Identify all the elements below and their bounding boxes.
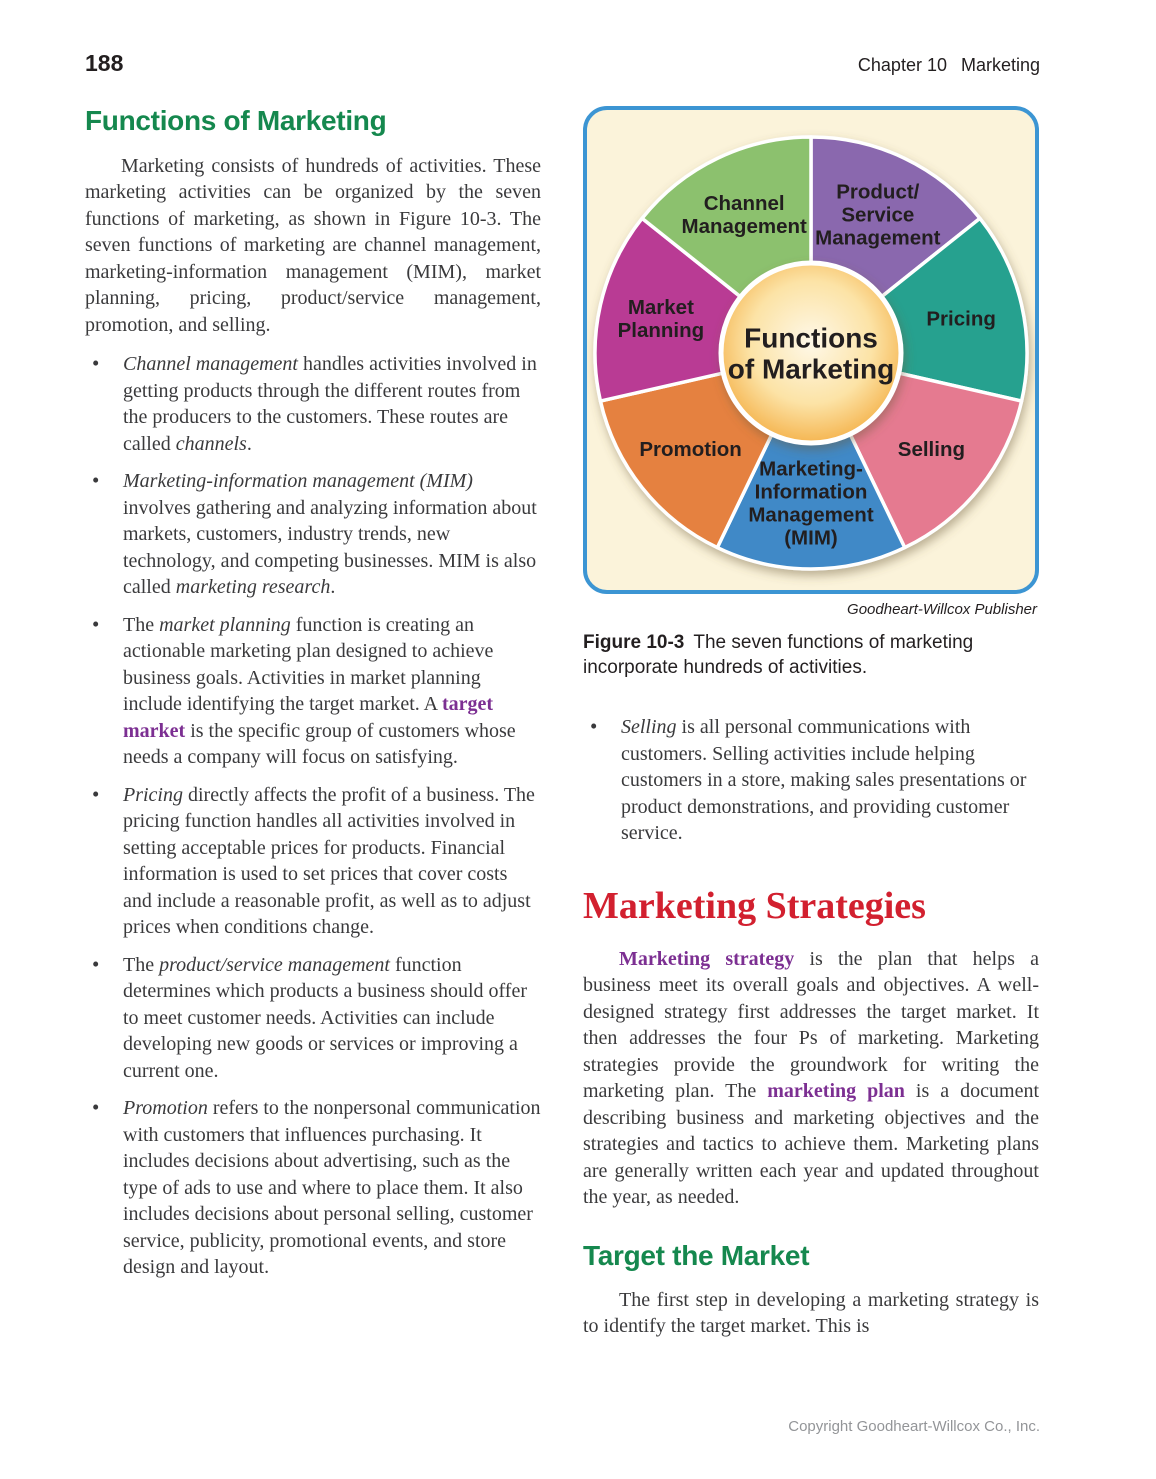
- bullet-market-planning: [85, 612, 541, 771]
- bullet-selling: [583, 714, 1039, 847]
- figure-caption-label: Figure 10-3: [583, 632, 685, 653]
- text-segment: channels: [175, 432, 247, 455]
- text-segment: marketing plan: [767, 1080, 905, 1103]
- target-the-market-paragraph: [583, 1287, 1039, 1340]
- wheel-center-label: Functions: [744, 322, 878, 354]
- selling-bullet-list: [583, 714, 1039, 847]
- text-segment: Marketing consists of hundreds of activities. These marketing activities can be organized by the seven functions of marketing, as shown in Figure 10-3. The seven functions of marketing are channel management, marketing-information management (MIM), market planning, pricing, product/service management, promotion, and selling.: [85, 154, 541, 336]
- copyright-footer: Copyright Goodheart-Willcox Co., Inc.: [788, 1418, 1040, 1435]
- wheel-label-marketing-information-management: Information: [754, 480, 868, 504]
- wheel-label-marketing-information-management: Marketing-: [759, 457, 863, 481]
- marketing-strategies-paragraph: [583, 946, 1039, 1211]
- section-heading-target-the-market: Target the Market: [583, 1239, 810, 1271]
- text-segment: .: [246, 432, 252, 455]
- wheel-label-marketing-information-management: Management: [748, 503, 874, 527]
- text-segment: is the plan that helps a business meet its overall goals and objectives. A well-designed strategy first addresses the target market. It then addresses the four Ps of marketing. Marketing strategies provide the groundwork for writing the marketing plan. The: [583, 947, 1039, 1103]
- text-segment: The: [123, 613, 160, 636]
- text-segment: involves gathering and analyzing information about markets, customers, industry trends, new technology, and competing businesses. MIM is also called: [123, 496, 537, 599]
- intro-paragraph: [85, 153, 541, 339]
- two-column-layout: [85, 106, 1041, 1340]
- bullet-product-service-management: [85, 952, 541, 1085]
- left-column: [85, 106, 541, 1340]
- text-segment: function is creating an actionable marketing plan designed to achieve business goals. Activities in market planning include identifying the target market. A: [123, 613, 494, 716]
- wheel-label-market-planning: Planning: [617, 319, 705, 343]
- text-segment: product/service management: [159, 953, 390, 976]
- running-head: [858, 55, 1040, 76]
- bullet-pricing: [85, 782, 541, 941]
- bullet-promotion: [85, 1095, 541, 1281]
- figure-credit: Goodheart-Willcox Publisher: [847, 601, 1037, 618]
- text-segment: market planning: [159, 613, 291, 636]
- text-segment: is a document describing business and marketing objectives and the strategies and tactics to achieve them. Marketing plans are generally written each year and updated throughout the year, as needed.: [583, 1080, 1040, 1209]
- wheel-label-market-planning: Market: [627, 296, 694, 320]
- functions-bullet-list: [85, 351, 541, 1281]
- wheel-label-selling: Selling: [897, 438, 966, 461]
- text-segment: Marketing-information management (MIM): [123, 470, 473, 493]
- text-segment: Promotion: [123, 1097, 208, 1120]
- wheel-label-product-service-management: Service: [841, 203, 915, 227]
- text-segment: The first step in developing a marketing strategy is to identify the target market. This is: [583, 1288, 1039, 1338]
- figure-10-3-panel: [583, 106, 1039, 594]
- running-head-title: Marketing: [960, 55, 1040, 75]
- text-segment: directly affects the profit of a business. The pricing function handles all activities involved in setting acceptable prices for products. Financial information is used to set prices that cover costs and include a reasonable profit, as well as to adjust prices when conditions change.: [123, 783, 535, 939]
- figure-caption: [583, 631, 1039, 680]
- wheel-label-product-service-management: Management: [815, 226, 941, 250]
- text-segment: The: [123, 953, 160, 976]
- text-segment: handles activities involved in getting products through the different routes from the producers to the customers. These routes are called: [123, 353, 537, 455]
- wheel-label-promotion: Promotion: [639, 438, 742, 461]
- text-segment: Selling: [621, 716, 677, 739]
- wheel-label-channel-management: Management: [681, 214, 807, 238]
- text-segment: target market: [123, 693, 494, 742]
- wheel-label-channel-management: Channel: [703, 191, 785, 215]
- page-number: 188: [85, 50, 124, 76]
- wheel-label-marketing-information-management: (MIM): [784, 526, 838, 550]
- wheel-label-pricing: Pricing: [926, 307, 996, 331]
- page-header: [85, 50, 1040, 77]
- text-segment: Marketing strategy: [619, 947, 795, 970]
- text-segment: is all personal communications with customers. Selling activities include helping customers in a store, making sales presentations or product demonstrations, and providing customer service.: [621, 716, 1027, 845]
- bullet-marketing-information-management: [85, 468, 541, 601]
- text-segment: Pricing: [123, 783, 183, 806]
- wheel-label-product-service-management: Product/: [836, 180, 920, 204]
- right-column: [583, 106, 1039, 1340]
- text-segment: marketing research: [175, 576, 331, 599]
- bullet-channel-management: [85, 351, 541, 457]
- text-segment: is the specific group of customers whose needs a company will focus on satisfying.: [123, 719, 516, 769]
- section-heading-functions-of-marketing: Functions of Marketing: [85, 105, 387, 136]
- major-heading-marketing-strategies: Marketing Strategies: [583, 884, 926, 927]
- text-segment: Channel management: [123, 353, 298, 376]
- text-segment: function determines which products a business should offer to meet customer needs. Activities can include developing new goods or services or improving a current one.: [123, 953, 527, 1082]
- text-segment: .: [330, 576, 336, 599]
- text-segment: refers to the nonpersonal communication with customers that influences purchasing. It includes decisions about advertising, such as the type of ads to use and where to place them. It also includes decisions about personal selling, customer service, publicity, promotional events, and store design and layout.: [123, 1097, 541, 1279]
- figure-caption-text: The seven functions of marketing incorporate hundreds of activities.: [583, 632, 974, 678]
- running-head-chapter: Chapter 10: [857, 55, 947, 75]
- wheel-center-label: of Marketing: [727, 353, 895, 385]
- functions-of-marketing-wheel-diagram: [587, 111, 1035, 589]
